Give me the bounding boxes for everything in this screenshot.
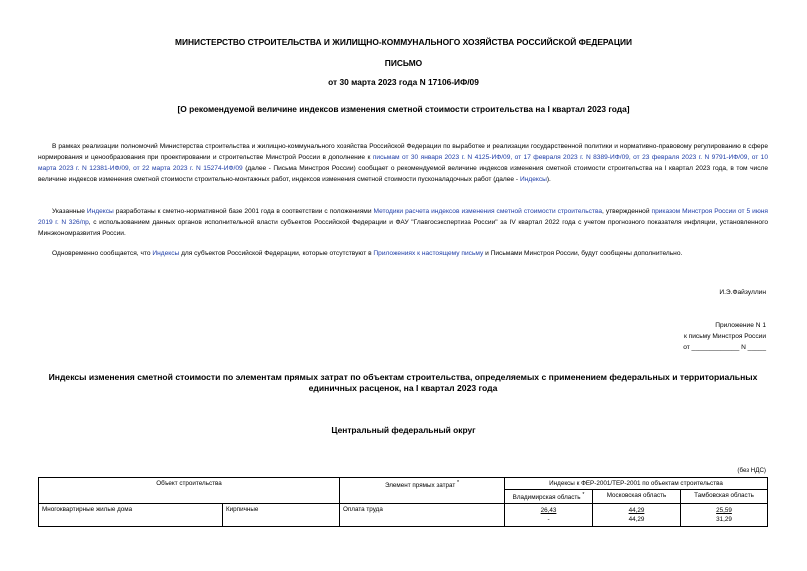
letters-link[interactable]: письмам от 30 января 2023 г. N 4125-ИФ/09, от 17 февраля 2023 г. N 8389-ИФ/09, от 23 февраля 2023 г. N 9791-ИФ/09, от 10 марта 2023 г. N 12381-ИФ/09, от 22 марта 2023 г. N 15274-ИФ/09 [38, 154, 768, 172]
appendix-line-2: к письму Минстроя России [683, 333, 766, 340]
district-title: Центральный федеральный округ [331, 425, 476, 435]
appendices-link[interactable]: Приложениях к настоящему письму [373, 250, 484, 257]
vat-note: (без НДС) [737, 467, 766, 474]
value-ter: - [547, 516, 550, 524]
region-vladimir: Владимирская область * [505, 490, 593, 504]
value-fer: 26,43 [540, 507, 557, 515]
value-fer: 25,59 [716, 507, 732, 515]
p2-text-1: Указанные [52, 208, 87, 215]
indexes-link-3[interactable]: Индексы [152, 250, 180, 257]
p1-text-1: В рамках реализации полномочий Министерства строительства и жилищно-коммунального хозяйства Российской Федерации по выработке и реализации государственной политики и нормативно-правовому регулированию в сфере нормирования и ценообразования при проектировании и строительстве Минстрой России в дополнение к [38, 143, 768, 161]
p1-text-3: ). [546, 176, 551, 183]
indexes-table [38, 477, 768, 527]
signature: И.Э.Файзуллин [719, 289, 766, 296]
indexes-link-1[interactable]: Индексы [519, 176, 547, 183]
body-paragraph-1 [38, 141, 768, 185]
value-fer: 44,29 [628, 507, 645, 515]
region-tambov: Тамбовская область [681, 490, 768, 504]
body-paragraph-2 [38, 206, 768, 239]
p1-text-2: (далее - Письма Минстроя России) сообщает о рекомендуемой величине индексов изменения сметной стоимости строительства на I квартал 2023 года, в том числе величине индексов изменения сметной стоимости строительно-монтажных работ, индексов изменения сметной стоимости пусконаладочных работ (далее - [38, 165, 768, 183]
ministry-heading: МИНИСТЕРСТВО СТРОИТЕЛЬСТВА И ЖИЛИЩНО-КОММУНАЛЬНОГО ХОЗЯЙСТВА РОССИЙСКОЙ ФЕДЕРАЦИИ [175, 37, 632, 47]
p2-text-4: , с использованием данных органов исполнительной власти субъектов Российской Федерации и ФАУ "Главгосэкспертиза России" за IV квартал 2022 года с учетом прогнозного показателя инфляции, установленного Минэкономразвития России. [38, 219, 768, 237]
doc-type-heading: ПИСЬМО [384, 58, 423, 68]
appendix-line-1: Приложение N 1 [715, 322, 766, 329]
appendix-header [683, 320, 766, 353]
doc-date-number: от 30 марта 2023 года N 17106-ИФ/09 [328, 77, 479, 87]
doc-subject: [О рекомендуемой величине индексов изменения сметной стоимости строительства на I квартал 2023 года] [177, 104, 630, 114]
p3-text-3: и Письмами Минстроя России, будут сообщены дополнительно. [483, 250, 683, 257]
methodology-link[interactable]: Методики расчета индексов изменения сметной стоимости строительства [373, 208, 603, 215]
cell-element: Оплата труда [340, 504, 505, 527]
table-row [39, 504, 768, 527]
p2-text-3: , утвержденной [602, 208, 652, 215]
cell-moscow [593, 504, 681, 527]
body-paragraph-3 [38, 248, 768, 259]
value-ter: 44,29 [628, 516, 645, 524]
cell-tambov [681, 504, 768, 527]
region-mark: * [582, 492, 585, 498]
table-header-row [39, 478, 768, 490]
header-element-mark: * [457, 480, 460, 486]
region-moscow: Московская область [593, 490, 681, 504]
header-element: Элемент прямых затрат * [340, 478, 505, 504]
indexes-link-2[interactable]: Индексы [86, 208, 114, 215]
appendix-line-3: от _____________ N _____ [683, 344, 766, 351]
value-ter: 31,29 [716, 516, 732, 524]
header-indexes: Индексы к ФЕР-2001/ТЕР-2001 по объектам строительства [505, 478, 768, 490]
p2-text-2: разработаны к сметно-нормативной базе 2001 года в соответствии с положениями [113, 208, 374, 215]
cell-vladimir [505, 504, 593, 527]
table-title: Индексы изменения сметной стоимости по элементам прямых затрат по объектам строительства, определяемых с применением федеральных и территориальных единичных расценок, на I квартал 2023 года [48, 372, 758, 393]
order-link[interactable]: приказом Минстроя России от 5 июня 2019 г. N 326/пр [38, 208, 768, 226]
cell-object: Многоквартирные жилые дома [39, 504, 223, 527]
p3-text-1: Одновременно сообщается, что [52, 250, 153, 257]
cell-subtype: Кирпичные [223, 504, 340, 527]
p3-text-2: для субъектов Российской Федерации, которые отсутствуют в [179, 250, 374, 257]
header-object: Объект строительства [39, 478, 340, 504]
